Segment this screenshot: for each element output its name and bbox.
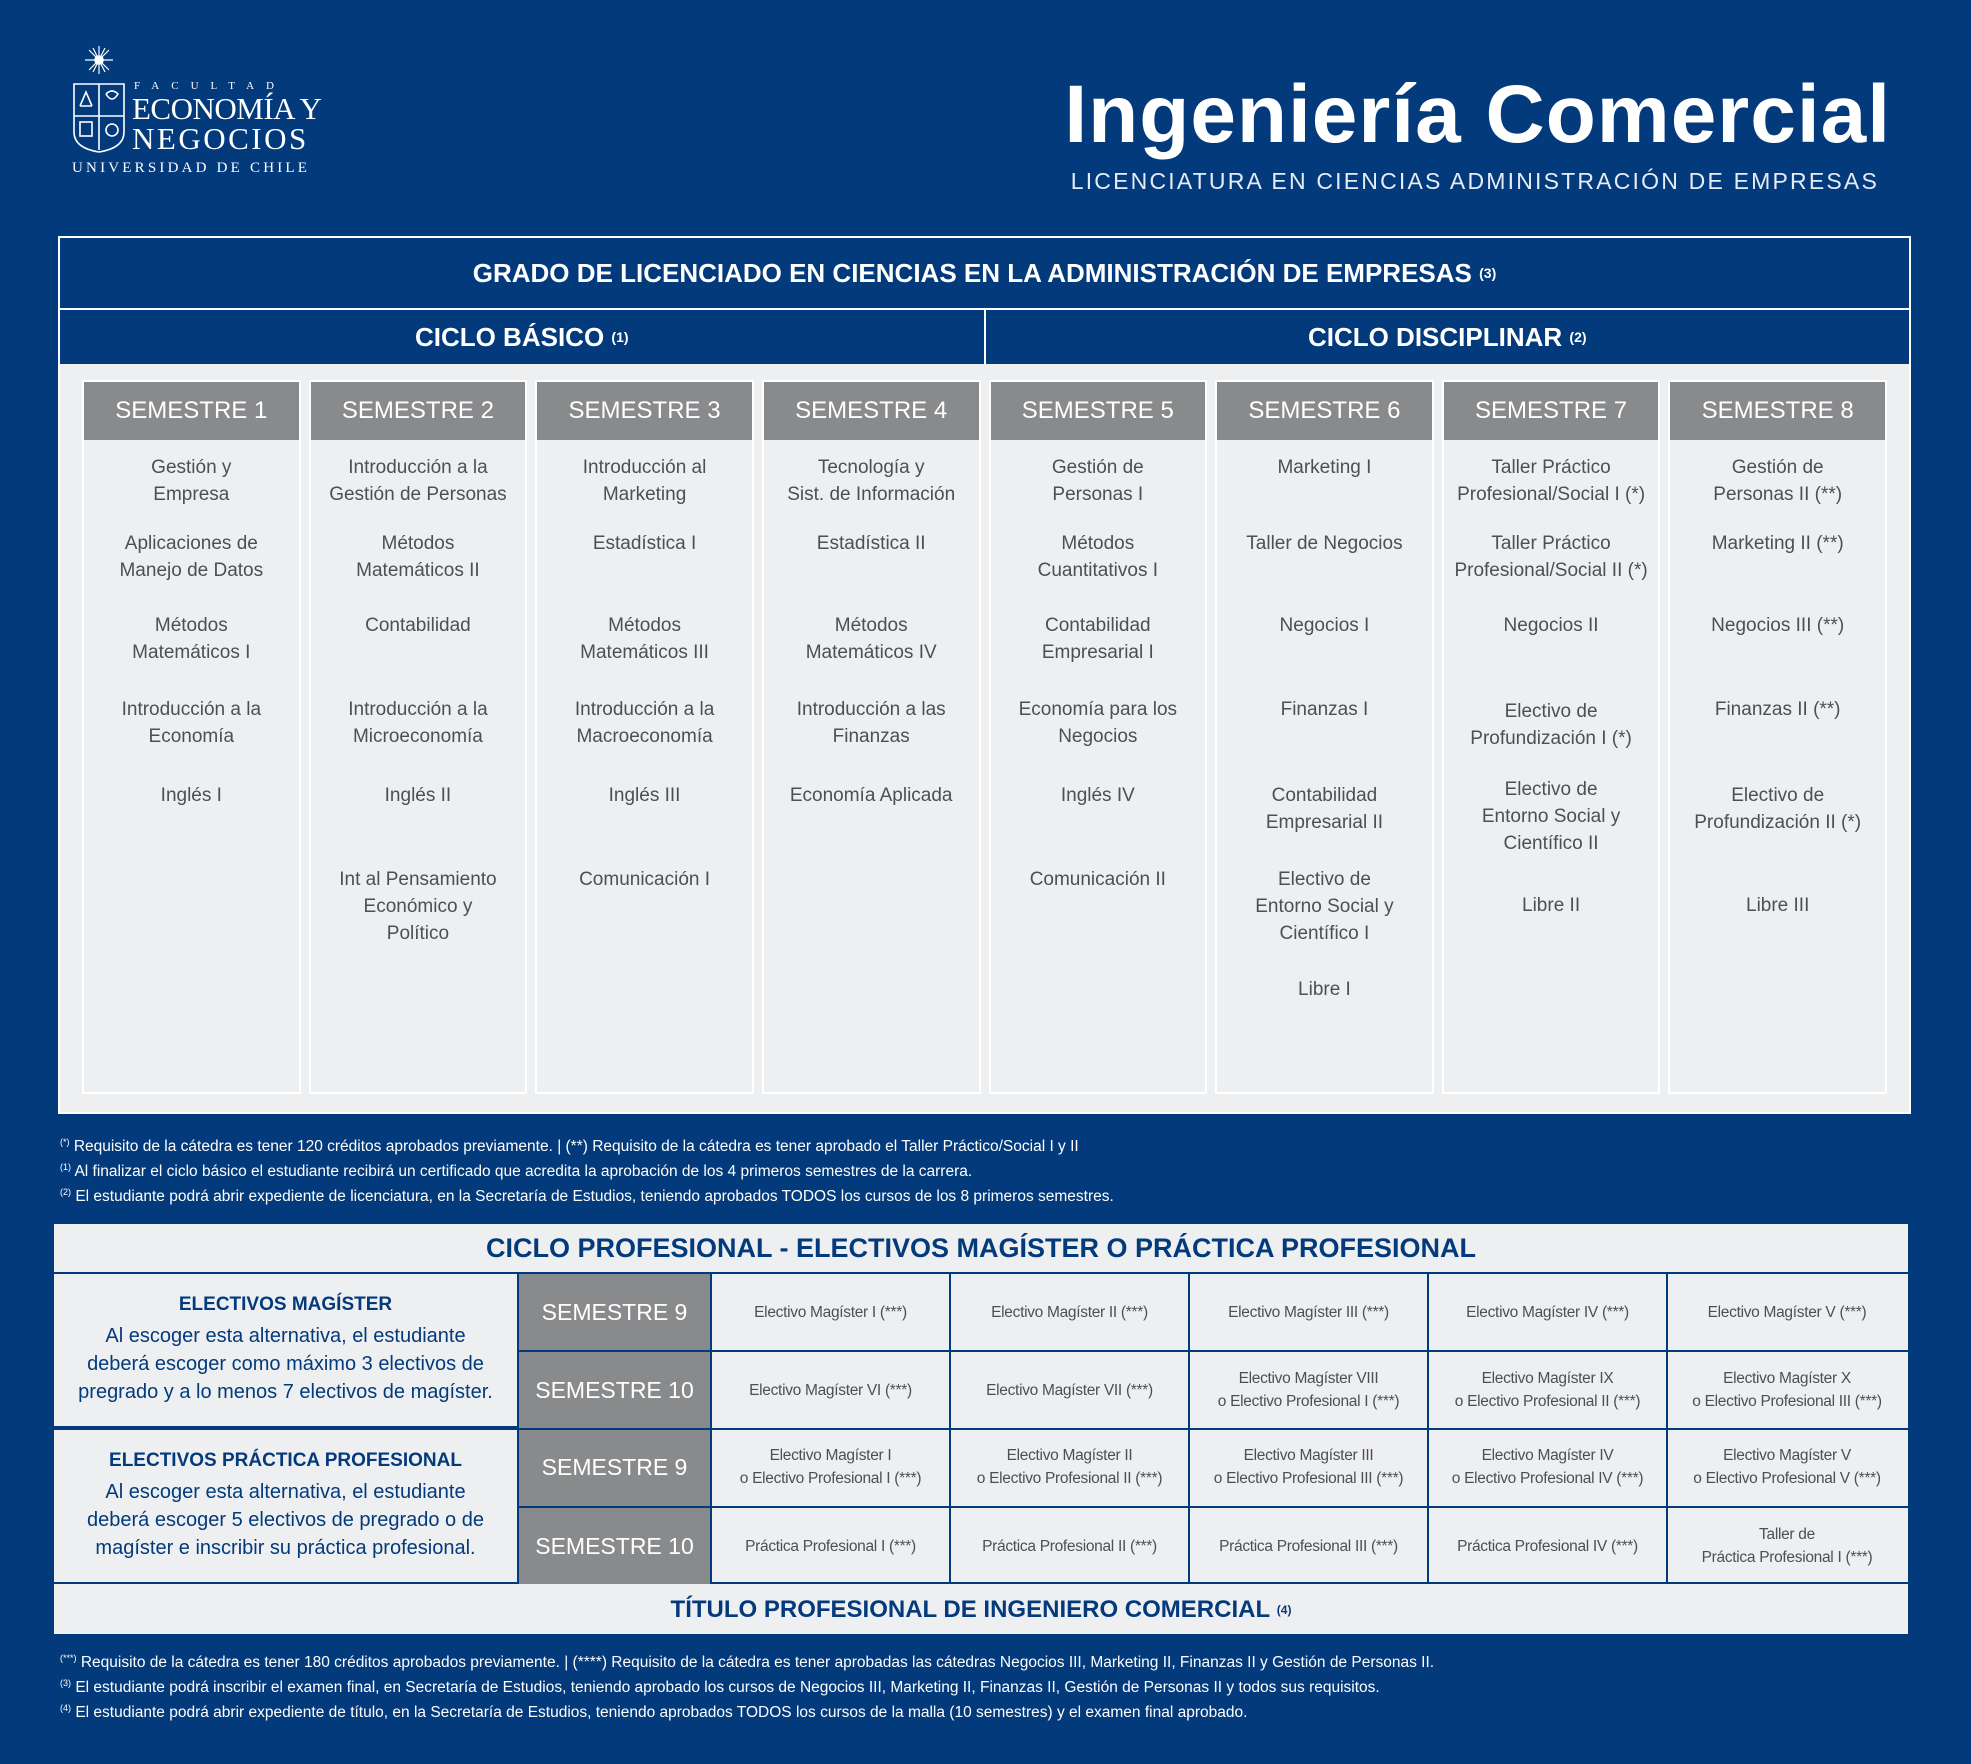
course-item: Finanzas II (**) [1714, 699, 1841, 720]
profesional-cell: Electivo Magíster I o Electivo Profesional I (***) [712, 1428, 951, 1506]
course-item: Métodos Matemáticos I [132, 615, 251, 663]
semester-column [762, 380, 981, 1094]
faculty-logo [68, 44, 328, 184]
electivos-practica-desc [54, 1428, 519, 1584]
semester-column [1215, 380, 1434, 1094]
course-item: Comunicación I [579, 869, 711, 890]
profesional-cell: Electivo Magíster IV o Electivo Profesional IV (***) [1429, 1428, 1668, 1506]
footnote-text: Requisito de la cátedra es tener 180 créditos aprobados previamente. | (****) Requisito de la cátedra es tener aprobadas las cátedras Negocios III, Marketing II, Finanzas II y Gestión de Personas II. [80, 1654, 1435, 1671]
course-item: Inglés I [160, 785, 222, 806]
course-item: Electivo de Profundización II (*) [1694, 785, 1862, 833]
electivos-practica-title: ELECTIVOS PRÁCTICA PROFESIONAL [109, 1450, 462, 1471]
curriculum-grid [58, 236, 1911, 1114]
notes-top [60, 1134, 1114, 1209]
semester-column [1442, 380, 1661, 1094]
ciclo-profesional-grid [54, 1272, 1908, 1584]
ciclo-basico-label: CICLO BÁSICO [414, 321, 605, 352]
footnote [60, 1700, 1434, 1725]
footnote [60, 1159, 1114, 1184]
electivos-magister-text: Al escoger esta alternativa, el estudiante deberá escoger como máximo 3 electivos de pregrado y a lo menos 7 electivos de magíster. [78, 1325, 493, 1403]
course-item: Aplicaciones de Manejo de Datos [119, 533, 264, 581]
university-crest-icon [68, 44, 130, 154]
footnote-text: El estudiante podrá abrir expediente de título, en la Secretaría de Estudios, teniendo aprobados TODOS los cursos de la malla (10 semestres) y el examen final aprobado. [75, 1704, 1248, 1721]
course-item: Contabilidad Empresarial I [1041, 615, 1154, 663]
page-title: Ingeniería Comercial [1064, 69, 1891, 160]
course-item: Estadística I [592, 533, 697, 554]
course-item: Electivo de Profundización I (*) [1470, 701, 1632, 749]
course-item: Int al Pensamiento Económico y Político [339, 869, 497, 944]
course-item: Libre III [1746, 895, 1810, 916]
profesional-cell: Práctica Profesional II (***) [951, 1508, 1190, 1584]
course-item: Introducción a la Gestión de Personas [329, 457, 507, 505]
course-item: Taller Práctico Profesional/Social II (*) [1454, 533, 1648, 581]
course-item: Métodos Matemáticos II [356, 533, 480, 581]
page-subtitle: LICENCIATURA EN CIENCIAS ADMINISTRACIÓN DE EMPRESAS [1070, 168, 1879, 194]
profesional-cell: Práctica Profesional IV (***) [1429, 1508, 1668, 1584]
logo-line-2: NEGOCIOS [132, 121, 309, 156]
footnote-mark: (2) [60, 1186, 71, 1197]
profesional-cell: Electivo Magíster IX o Electivo Profesional II (***) [1429, 1352, 1668, 1428]
footnote-text: El estudiante podrá inscribir el examen final, en Secretaría de Estudios, teniendo aprobado los cursos de Negocios III, Marketing II, Finanzas II, Gestión de Personas II y todos sus requisitos. [75, 1679, 1380, 1696]
course-item: Métodos Cuantitativos I [1037, 533, 1159, 581]
profesional-cell: Electivo Magíster I (***) [712, 1274, 951, 1350]
course-item: Introducción a la Microeconomía [348, 699, 488, 747]
semester-header: SEMESTRE 1 [84, 382, 299, 440]
course-item: Marketing II (**) [1711, 533, 1844, 554]
course-item: Gestión de Personas II (**) [1713, 457, 1843, 505]
footnote-mark: (1) [60, 1161, 71, 1172]
profesional-cell: Electivo Magíster X o Electivo Profesional III (***) [1692, 1370, 1882, 1410]
notes-bottom [60, 1650, 1434, 1725]
course-item: Libre I [1298, 979, 1351, 1000]
electivos-magister-desc [54, 1274, 519, 1428]
course-item: Libre II [1522, 895, 1581, 916]
profesional-cell: Electivo Magíster II (***) [951, 1274, 1190, 1350]
logo-facultad: FACULTAD [134, 80, 286, 92]
titulo-profesional: TÍTULO PROFESIONAL DE INGENIERO COMERCIAL (4) [670, 1596, 1292, 1623]
course-item: Negocios II [1503, 615, 1599, 636]
semester-header: SEMESTRE 7 [1444, 382, 1659, 440]
course-item: Negocios III (**) [1711, 615, 1845, 636]
ciclo-profesional-table [54, 1224, 1908, 1634]
course-item: Introducción a las Finanzas [796, 699, 946, 747]
profesional-row [519, 1508, 1908, 1584]
logo-line-1: ECONOMÍA Y [132, 91, 322, 126]
ciclo-disciplinar-label: CICLO DISCIPLINAR [1307, 321, 1563, 352]
profesional-semester-label: SEMESTRE 10 [519, 1352, 712, 1428]
course-item: Taller de Negocios [1246, 533, 1403, 554]
semester-header: SEMESTRE 4 [764, 382, 979, 440]
semester-column [989, 380, 1208, 1094]
course-item: Taller Práctico Profesional/Social I (*) [1457, 457, 1646, 505]
semester-column [309, 380, 528, 1094]
course-item: Inglés IV [1060, 785, 1135, 806]
footnote-mark: (4) [60, 1702, 71, 1713]
profesional-cell: Práctica Profesional I (***) [712, 1508, 951, 1584]
logo-university: UNIVERSIDAD DE CHILE [72, 160, 311, 176]
ciclo-profesional-title: CICLO PROFESIONAL - ELECTIVOS MAGÍSTER O PRÁCTICA PROFESIONAL [485, 1232, 1477, 1263]
footnote-text: Al finalizar el ciclo básico el estudiante recibirá un certificado que acredita la aprobación de los 4 primeros semestres de la carrera. [74, 1163, 973, 1180]
course-item: Gestión y Empresa [151, 457, 232, 505]
course-item: Estadística II [816, 533, 926, 554]
footnote-text: Requisito de la cátedra es tener 120 créditos aprobados previamente. | (**) Requisito de la cátedra es tener aprobado el Taller Práctico/Social I y II [73, 1138, 1079, 1155]
profesional-semester-label: SEMESTRE 9 [519, 1274, 712, 1350]
profesional-cell: Electivo Magíster III (***) [1190, 1274, 1429, 1350]
footnote-mark: (*) [60, 1136, 70, 1147]
semester-column [535, 380, 754, 1094]
profesional-row [519, 1352, 1908, 1428]
profesional-cell: Electivo Magíster VI (***) [712, 1352, 951, 1428]
semester-header: SEMESTRE 6 [1217, 382, 1432, 440]
course-item: Introducción a la Macroeconomía [574, 699, 715, 747]
grado-header: GRADO DE LICENCIADO EN CIENCIAS EN LA ADMINISTRACIÓN DE EMPRESAS (3) [60, 238, 1909, 310]
semester-column [82, 380, 301, 1094]
semester-header: SEMESTRE 5 [991, 382, 1206, 440]
semester-header: SEMESTRE 2 [311, 382, 526, 440]
ciclos-row [60, 310, 1909, 364]
course-item: Marketing I [1277, 457, 1372, 478]
course-item: Métodos Matemáticos III [580, 615, 709, 663]
titulo-label: TÍTULO PROFESIONAL DE INGENIERO COMERCIAL [670, 1596, 1271, 1623]
course-item: Contabilidad [365, 615, 471, 636]
profesional-semester-label: SEMESTRE 9 [519, 1428, 712, 1506]
footnote [60, 1184, 1114, 1209]
profesional-cell: Electivo Magíster V (***) [1707, 1303, 1867, 1321]
course-item: Economía Aplicada [789, 785, 953, 806]
profesional-cell: Electivo Magíster V o Electivo Profesional V (***) [1693, 1447, 1881, 1487]
profesional-cell: Electivo Magíster III o Electivo Profesional III (***) [1190, 1428, 1429, 1506]
profesional-row [519, 1274, 1908, 1352]
electivos-practica-text: Al escoger esta alternativa, el estudiante deberá escoger 5 electivos de pregrado o de magíster e inscribir su práctica profesional. [87, 1481, 484, 1559]
semester-column [1668, 380, 1887, 1094]
course-item: Finanzas I [1280, 699, 1369, 720]
course-item: Tecnología y Sist. de Información [787, 457, 956, 505]
footnote-text: El estudiante podrá abrir expediente de licenciatura, en la Secretaría de Estudios, teniendo aprobados TODOS los cursos de los 8 primeros semestres. [75, 1188, 1114, 1205]
footnote-mark: (***) [60, 1652, 77, 1663]
semester-header: SEMESTRE 8 [1670, 382, 1885, 440]
footnote [60, 1675, 1434, 1700]
profesional-cell: Electivo Magíster VII (***) [951, 1352, 1190, 1428]
profesional-semester-label: SEMESTRE 10 [519, 1508, 712, 1584]
course-item: Introducción a la Economía [121, 699, 262, 747]
course-item: Electivo de Entorno Social y Científico I [1255, 869, 1394, 944]
ciclo-basico: CICLO BÁSICO (1) [60, 310, 986, 364]
course-item: Inglés III [608, 785, 681, 806]
course-item: Economía para los Negocios [1018, 699, 1178, 747]
ciclo-disciplinar: CICLO DISCIPLINAR (2) [1307, 321, 1587, 352]
footnote [60, 1650, 1434, 1675]
course-item: Introducción al Marketing [582, 457, 707, 505]
semester-header: SEMESTRE 3 [537, 382, 752, 440]
course-item: Inglés II [384, 785, 452, 806]
course-item: Métodos Matemáticos IV [805, 615, 937, 663]
course-item: Gestión de Personas I [1051, 457, 1144, 505]
profesional-cell: Electivo Magíster IV (***) [1429, 1274, 1668, 1350]
footnote-mark: (3) [60, 1677, 71, 1688]
grado-label: GRADO DE LICENCIADO EN CIENCIAS EN LA ADMINISTRACIÓN DE EMPRESAS [472, 257, 1472, 288]
profesional-cell: Taller de Práctica Profesional I (***) [1701, 1526, 1873, 1566]
profesional-cell: Práctica Profesional III (***) [1190, 1508, 1429, 1584]
profesional-cell: Electivo Magíster VIII o Electivo Profesional I (***) [1190, 1352, 1429, 1428]
course-item: Negocios I [1279, 615, 1370, 636]
profesional-cell: Electivo Magíster II o Electivo Profesional II (***) [951, 1428, 1190, 1506]
course-item: Comunicación II [1029, 869, 1166, 890]
semesters-row [60, 364, 1909, 1094]
course-item: Electivo de Entorno Social y Científico II [1481, 779, 1621, 854]
profesional-row [519, 1428, 1908, 1508]
footnote [60, 1134, 1114, 1159]
course-item: Contabilidad Empresarial II [1265, 785, 1384, 833]
electivos-magister-title: ELECTIVOS MAGÍSTER [178, 1294, 393, 1315]
